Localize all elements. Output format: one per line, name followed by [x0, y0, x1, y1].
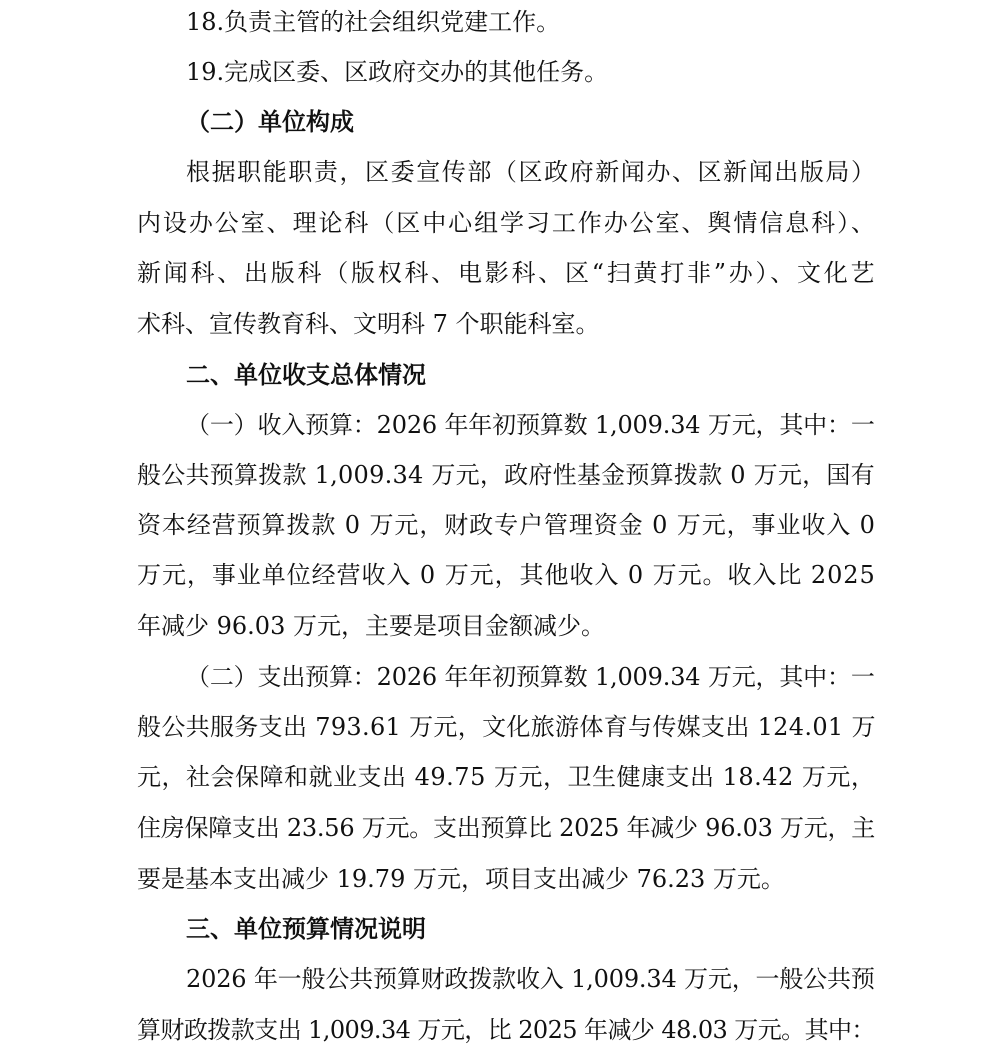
text-line-1: 18.负责主管的社会组织党建工作。: [186, 8, 561, 36]
text-line-10: 般公共预算拨款 1,009.34 万元，政府性基金预算拨款 0 万元，国有: [137, 461, 875, 489]
text-line-18: 要是基本支出减少 19.79 万元，项目支出减少 76.23 万元。: [137, 865, 785, 893]
text-line-11: 资本经营预算拨款 0 万元，财政专户管理资金 0 万元，事业收入 0: [137, 511, 876, 539]
text-line-9: （一）收入预算：2026 年年初预算数 1,009.34 万元，其中：一: [186, 411, 875, 439]
text-line-4: 根据职能职责，区委宣传部（区政府新闻办、区新闻出版局）: [186, 158, 877, 186]
section-heading-unit-composition: （二）单位构成: [186, 107, 354, 136]
text-line-14: （二）支出预算：2026 年年初预算数 1,009.34 万元，其中：一: [186, 663, 875, 691]
text-line-12: 万元，事业单位经营收入 0 万元，其他收入 0 万元。收入比 2025: [137, 561, 876, 589]
text-line-13: 年减少 96.03 万元，主要是项目金额减少。: [137, 612, 605, 640]
text-line-17: 住房保障支出 23.56 万元。支出预算比 2025 年减少 96.03 万元，主: [137, 814, 876, 842]
section-heading-budget-explanation: 三、单位预算情况说明: [186, 914, 426, 943]
text-line-15: 般公共服务支出 793.61 万元，文化旅游体育与传媒支出 124.01 万: [137, 713, 876, 741]
text-line-2: 19.完成区委、区政府交办的其他任务。: [186, 58, 609, 86]
text-line-7: 术科、宣传教育科、文明科 7 个职能科室。: [137, 310, 600, 338]
text-line-6: 新闻科、出版科（版权科、电影科、区“扫黄打非”办）、文化艺: [137, 259, 878, 287]
text-line-20: 2026 年一般公共预算财政拨款收入 1,009.34 万元，一般公共预: [186, 965, 875, 993]
text-line-5: 内设办公室、理论科（区中心组学习工作办公室、舆情信息科）、: [137, 209, 877, 237]
text-line-16: 元，社会保障和就业支出 49.75 万元，卫生健康支出 18.42 万元，: [137, 763, 876, 791]
text-line-21: 算财政拨款支出 1,009.34 万元，比 2025 年减少 48.03 万元。其中：: [137, 1016, 875, 1044]
section-heading-income-expense: 二、单位收支总体情况: [186, 360, 426, 389]
